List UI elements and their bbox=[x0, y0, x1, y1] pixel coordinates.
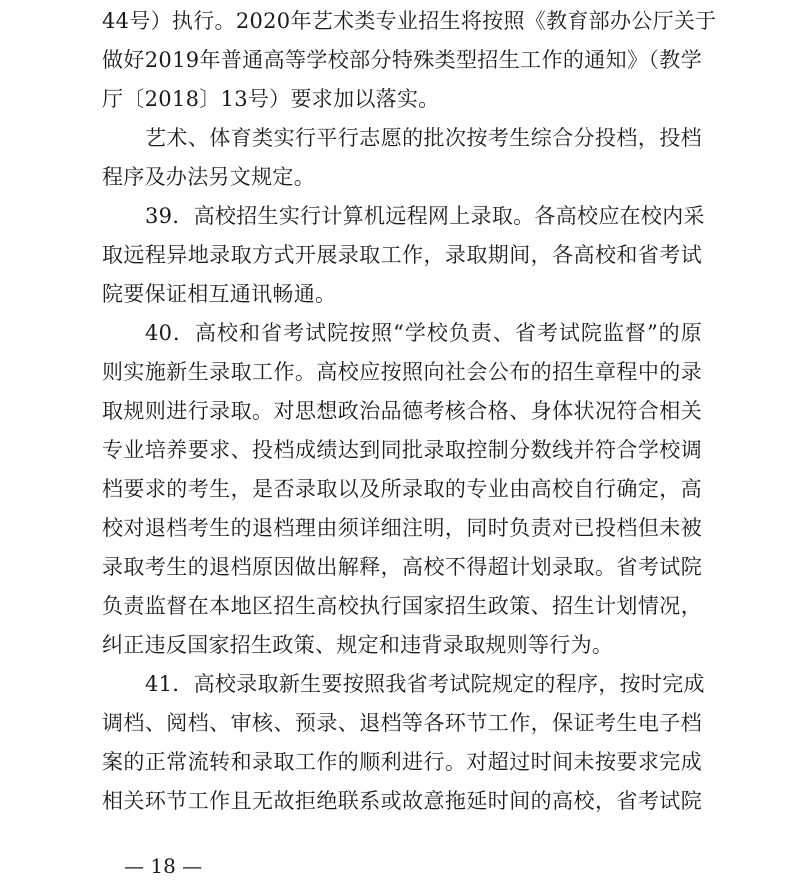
text-line: 调档、阅档、审核、预录、退档等各环节工作，保证考生电子档 bbox=[102, 711, 702, 735]
text-line: 44号）执行。2020年艺术类专业招生将按照《教育部办公厅关于 bbox=[102, 9, 717, 33]
paragraph-first-line: 艺术、体育类实行平行志愿的批次按考生综合分投档，投档 bbox=[145, 126, 702, 150]
text-line: 录取考生的退档原因做出解释，高校不得超计划录取。省考试院 bbox=[102, 555, 702, 579]
text-line: 取规则进行录取。对思想政治品德考核合格、身体状况符合相关 bbox=[102, 399, 702, 423]
paragraph-first-line: 39．高校招生实行计算机远程网上录取。各高校应在校内采 bbox=[145, 204, 705, 228]
page-number: — 18 — bbox=[124, 854, 203, 878]
text-line: 校对退档考生的退档理由须详细注明，同时负责对已投档但未被 bbox=[102, 516, 702, 540]
text-line: 做好2019年普通高等学校部分特殊类型招生工作的通知》（教学 bbox=[102, 48, 702, 72]
text-line: 厅〔2018〕13号）要求加以落实。 bbox=[102, 87, 440, 111]
text-line: 负责监督在本地区招生高校执行国家招生政策、招生计划情况， bbox=[102, 594, 702, 618]
text-line: 取远程异地录取方式开展录取工作，录取期间，各高校和省考试 bbox=[102, 243, 702, 267]
text-line: 纠正违反国家招生政策、规定和违背录取规则等行为。 bbox=[102, 633, 614, 657]
paragraph-first-line: 40．高校和省考试院按照“学校负责、省考试院监督”的原 bbox=[145, 321, 702, 345]
text-line: 专业培养要求、投档成绩达到同批录取控制分数线并符合学校调 bbox=[102, 438, 702, 462]
text-line: 档要求的考生，是否录取以及所录取的专业由高校自行确定，高 bbox=[102, 477, 702, 501]
paragraph-first-line: 41．高校录取新生要按照我省考试院规定的程序，按时完成 bbox=[145, 672, 705, 696]
text-line: 案的正常流转和录取工作的顺利进行。对超过时间未按要求完成 bbox=[102, 750, 702, 774]
text-line: 院要保证相互通讯畅通。 bbox=[102, 282, 337, 306]
text-line: 相关环节工作且无故拒绝联系或故意拖延时间的高校，省考试院 bbox=[102, 789, 702, 813]
text-line: 则实施新生录取工作。高校应按照向社会公布的招生章程中的录 bbox=[102, 360, 702, 384]
text-line: 程序及办法另文规定。 bbox=[102, 165, 315, 189]
